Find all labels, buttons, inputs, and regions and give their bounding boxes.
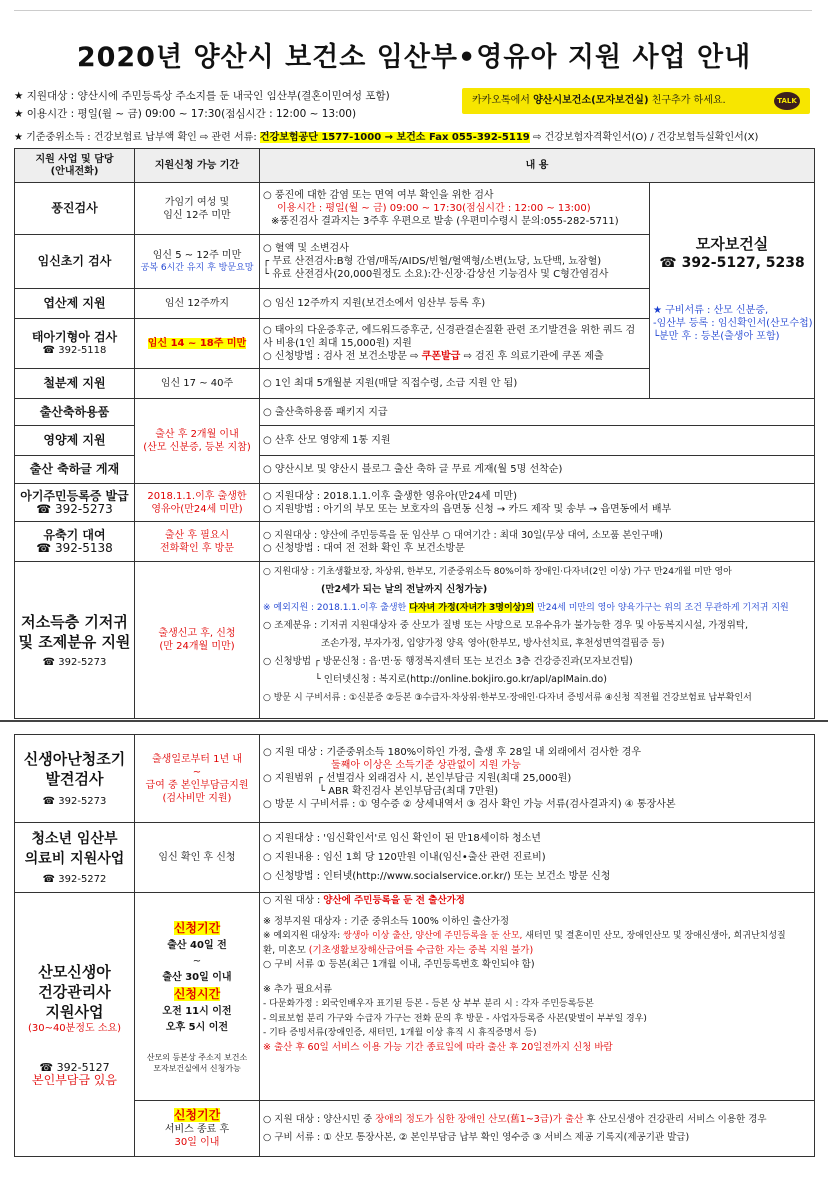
table-row (15, 183, 815, 235)
program-content: ○ 양산시보 및 양산시 블로그 출산 축하 글 무료 게재(월 5명 선착순) (260, 456, 815, 484)
side-office: 모자보건실 (695, 235, 769, 253)
side-docs: ★ 구비서류 : 산모 신분증, -임산부 등록 : 임신확인서(산모수첩) └분만 후 : 등본(출생아 포함) (653, 305, 813, 342)
program-name: 출산축하용품 (15, 399, 135, 426)
program-phone: ☎ 392-5118 (42, 344, 107, 356)
program-content: ○ 임신 12주까지 지원(보건소에서 임산부 등록 후) (260, 289, 650, 319)
table-row (15, 522, 815, 562)
program-phone: ☎ 392-5273 (36, 501, 113, 516)
program-name: 아기주민등록증 발급 ☎ 392-5273 (15, 484, 135, 522)
program-content: ○ 지원대상 : 기초생활보장, 차상위, 한부모, 기준중위소득 80%이하 장애인·다자녀(2인 이상) 가구 만24개월 미만 영아 (만2세가 되는 날의 전날까지 신청가능) ※ 예외지원 : 2018.1.1.이후 출생한 다자녀 가정(자녀가 3명이상)의 만24세 미만의 영아 양육가구는 위의 조건 무관하게 기저귀 지원 ○ 조제분유 : 기저귀 지원대상자 중 산모가 질병 또는 사망으로 모유수유가 불가능한 경우 및 아동복지시설, 가정위탁, 조손가정, 부자가정, 입양가정 양육 영아(한부모, 방사선치료, 후천성면역결핍증 등) ○ 신청방법 ┌ 방문신청 : 읍·면·동 행정복지센터 또는 보건소 3층 건강증진과(모자보건팀) └ 인터넷신청 : 복지로(http://online.bokjiro.go.kr/apl/aplMain.do) ○ 방문 시 구비서류 : ①신분증 ②등본 ③수급자·차상위·한부모·장애인·다자녀 증빙서류 ④신청 직전월 건강보험료 납부확인서 (260, 562, 815, 719)
side-phone: ☎ 392-5127, 5238 (659, 255, 805, 271)
program-name: 신생아난청조기 발견검사 ☎ 392-5273 (15, 735, 135, 823)
program-phone: ☎ 392-5138 (36, 540, 113, 555)
program-name: 영양제 지원 (15, 426, 135, 456)
top-border (14, 10, 812, 11)
program-period: 신청기간 서비스 종료 후 30일 이내 (135, 1101, 260, 1157)
program-content: ○ 산후 산모 영양제 1통 지원 (260, 426, 815, 456)
table-row (15, 562, 815, 719)
table-row (15, 735, 815, 823)
program-period: 임신 5 ~ 12주 미만 공복 6시간 유지 후 방문요망 (135, 235, 260, 289)
program-self-pay: 본인부담금 있음 (32, 1073, 117, 1087)
program-cost: (30~40분정도 소요) (27, 1023, 122, 1034)
program-period: 가임기 여성 및 임신 12주 미만 (135, 183, 260, 235)
program-phone: ☎ 392-5273 (42, 656, 107, 668)
program-content: ○ 1인 최대 5개월분 지원(매달 직접수령, 소급 지원 안 됨) (260, 369, 650, 399)
table-row (15, 484, 815, 522)
program-name: 출산 축하글 게재 (15, 456, 135, 484)
program-content: ○ 출산축하용품 패키지 지급 (260, 399, 815, 426)
program-period: 임신 확인 후 신청 (135, 823, 260, 893)
program-period: 임신 14 ~ 18주 미만 (135, 319, 260, 369)
support-table-1 (14, 148, 815, 719)
program-content: ○ 지원 대상 : 양산시민 중 장애의 정도가 심한 장애인 산모(舊1~3급)가 출산 후 산모신생아 건강관리 서비스 이용한 경우 ○ 구비 서류 : ① 산모 통장사본, ② 본인부담금 납부 확인 영수증 ③ 서비스 제공 기록지(제공기관 발급) (260, 1101, 815, 1157)
program-name: 엽산제 지원 (15, 289, 135, 319)
program-content: ○ 지원 대상 : 기준중위소득 180%이하인 가정, 출생 후 28일 내 외래에서 검사한 경우 둘째아 이상은 소득기준 상관없이 지원 가능 ○ 지원범위 ┌ 선별검사 외래검사 시, 본인부담금 지원(최대 25,000원) └ ABR 확진검사 본인부담금(최대 7만원) ○ 방문 시 구비서류 : ① 영수증 ② 상세내역서 ③ 검사 확인 가능 서류(검사결과지) ④ 통장사본 (260, 735, 815, 823)
program-phone: ☎ 392-5127 (39, 1061, 110, 1074)
info-target: ★ 지원대상 : 양산시에 주민등록상 주소지를 둔 내국인 임산부(결혼이민여성 포함) (14, 90, 390, 102)
program-period: 출산 후 2개월 이내 (산모 신분증, 등본 지참) (135, 399, 260, 484)
program-content: ○ 지원 대상 : 양산에 주민등록을 둔 전 출산가정 ※ 정부지원 대상자 : 기준 중위소득 100% 이하인 출산가정 ※ 예외지원 대상자: 쌍생아 이상 출산, 양산에 주민등록을 둔 산모, 새터민 및 결혼이민 산모, 장애인산모 및 장애신생아, 희귀난치성질 환, 미혼모 (기초생활보장해산급여를 수급한 자는 중복 지원 불가) ○ 구비 서류 ① 등본(최근 1개월 이내, 주민등록번호 확인되야 함) ※ 추가 필요서류 - 다문화가정 : 외국인배우자 표기된 등본 - 등본 상 부부 분리 시 : 각자 주민등록등본 - 의료보험 분리 가구와 수급자 가구는 전화 문의 후 방문 - 사업자등록증 사본(맞벌이 부부일 경우) - 기타 증빙서류(장애인증, 새터민, 1개월 이상 휴직 시 휴직증명서 등) ※ 출산 후 60일 서비스 이용 가능 기간 종료일에 따라 출산 후 20일전까지 신청 바람 (260, 893, 815, 1101)
program-period: 출생일로부터 1년 내 ~ 급여 중 본인부담금지원 (검사비만 지원) (135, 735, 260, 823)
program-name: 태아기형아 검사 ☎ 392-5118 (15, 319, 135, 369)
program-name: 철분제 지원 (15, 369, 135, 399)
program-name: 산모신생아 건강관리사 지원사업 (30~40분정도 소요) ☎ 392-5127 본인부담금 있음 (15, 893, 135, 1157)
program-name: 임신초기 검사 (15, 235, 135, 289)
support-table-2 (14, 734, 815, 1157)
program-period: 출생신고 후, 신청 (만 24개월 미만) (135, 562, 260, 719)
program-content: ○ 지원대상 : 2018.1.1.이후 출생한 영유아(만24세 미만) ○ 지원방법 : 아기의 부모 또는 보호자의 읍면동 신청 → 카드 제작 및 송부 → 읍면동에서 배부 (260, 484, 815, 522)
program-name: 저소득층 기저귀 및 조제분유 지원 ☎ 392-5273 (15, 562, 135, 719)
table-row (15, 399, 815, 426)
header-program: 지원 사업 및 담당 (안내전화) (15, 149, 135, 183)
program-period: 임신 17 ~ 40주 (135, 369, 260, 399)
info-hours: ★ 이용시간 : 평일(월 ~ 금) 09:00 ~ 17:30(점심시간 : 12:00 ~ 13:00) (14, 108, 357, 120)
header-content: 내 용 (260, 149, 815, 183)
program-period: 출산 후 필요시 전화확인 후 방문 (135, 522, 260, 562)
program-period: 임신 12주까지 (135, 289, 260, 319)
kakao-banner[interactable]: 카카오톡에서 양산시보건소(모자보건실) 친구추가 하세요. TALK (462, 88, 810, 114)
page-title: 2020년 양산시 보건소 임산부•영유아 지원 사업 안내 (76, 42, 752, 73)
table-row (15, 823, 815, 893)
program-content: ○ 혈액 및 소변검사 ┌ 무료 산전검사:B형 간염/매독/AIDS/빈혈/혈액형/소변(뇨당, 뇨단백, 뇨잠혈) └ 유료 산전검사(20,000원정도 소요):간·신장·갑상선 기능검사 및 C형간염검사 (260, 235, 650, 289)
section-divider (0, 720, 828, 731)
program-name: 풍진검사 (15, 183, 135, 235)
kakao-talk-icon: TALK (774, 92, 800, 110)
program-name: 청소년 임산부 의료비 지원사업 ☎ 392-5272 (15, 823, 135, 893)
table-row (15, 893, 815, 1101)
program-period: 신청기간 출산 40일 전 ~ 출산 30일 이내 신청시간 오전 11시 이전 오후 5시 이전 산모의 등본상 주소지 보건소 모자보건실에서 신청가능 (135, 893, 260, 1101)
program-content: ○ 지원대상 : 양산에 주민등록을 둔 임산부 ○ 대여기간 : 최대 30일(무상 대여, 소모품 본인구매) ○ 신청방법 : 대여 전 전화 확인 후 보건소방문 (260, 522, 815, 562)
program-phone: ☎ 392-5272 (42, 874, 107, 885)
program-content: ○ 지원대상 : '임신확인서'로 임신 확인이 된 만18세이하 청소년 ○ 지원내용 : 임신 1회 당 120만원 이내(임신•출산 관련 진료비) ○ 신청방법 : 인터넷(http://www.socialservice.or.kr/) 또는 보건소 방문 신청 (260, 823, 815, 893)
program-phone: ☎ 392-5273 (42, 796, 107, 807)
side-info (650, 183, 815, 399)
program-content: ○ 풍진에 대한 감염 또는 면역 여부 확인을 위한 검사 이용시간 : 평일(월 ~ 금) 09:00 ~ 17:30(점심시간 : 12:00 ~ 13:00) ※풍진검사 결과지는 3주후 우편으로 발송 (우편미수령시 문의:055-282-5711) (260, 183, 650, 235)
table-row (15, 1101, 815, 1157)
program-period: 2018.1.1.이후 출생한 영유아(만24세 미만) (135, 484, 260, 522)
program-name: 유축기 대여 ☎ 392-5138 (15, 522, 135, 562)
header-period: 지원신청 가능 기간 (135, 149, 260, 183)
program-content: ○ 태아의 다운증후군, 에드워드증후군, 신경관결손질환 관련 조기발견을 위한 쿼드 검 사 비용(1인 최대 15,000원) 지원 ○ 신청방법 : 검사 전 보건소방문 ⇨ 쿠폰발급 ⇨ 검진 후 의료기관에 쿠폰 제출 (260, 319, 650, 369)
table-header (15, 149, 815, 183)
info-income: ★ 기준중위소득 : 건강보험료 납부액 확인 ⇨ 관련 서류: 건강보험공단 1577-1000 → 보건소 Fax 055-392-5119 ⇨ 건강보험자격확인서(O) / 건강보험득실확인서(X) (14, 132, 759, 143)
